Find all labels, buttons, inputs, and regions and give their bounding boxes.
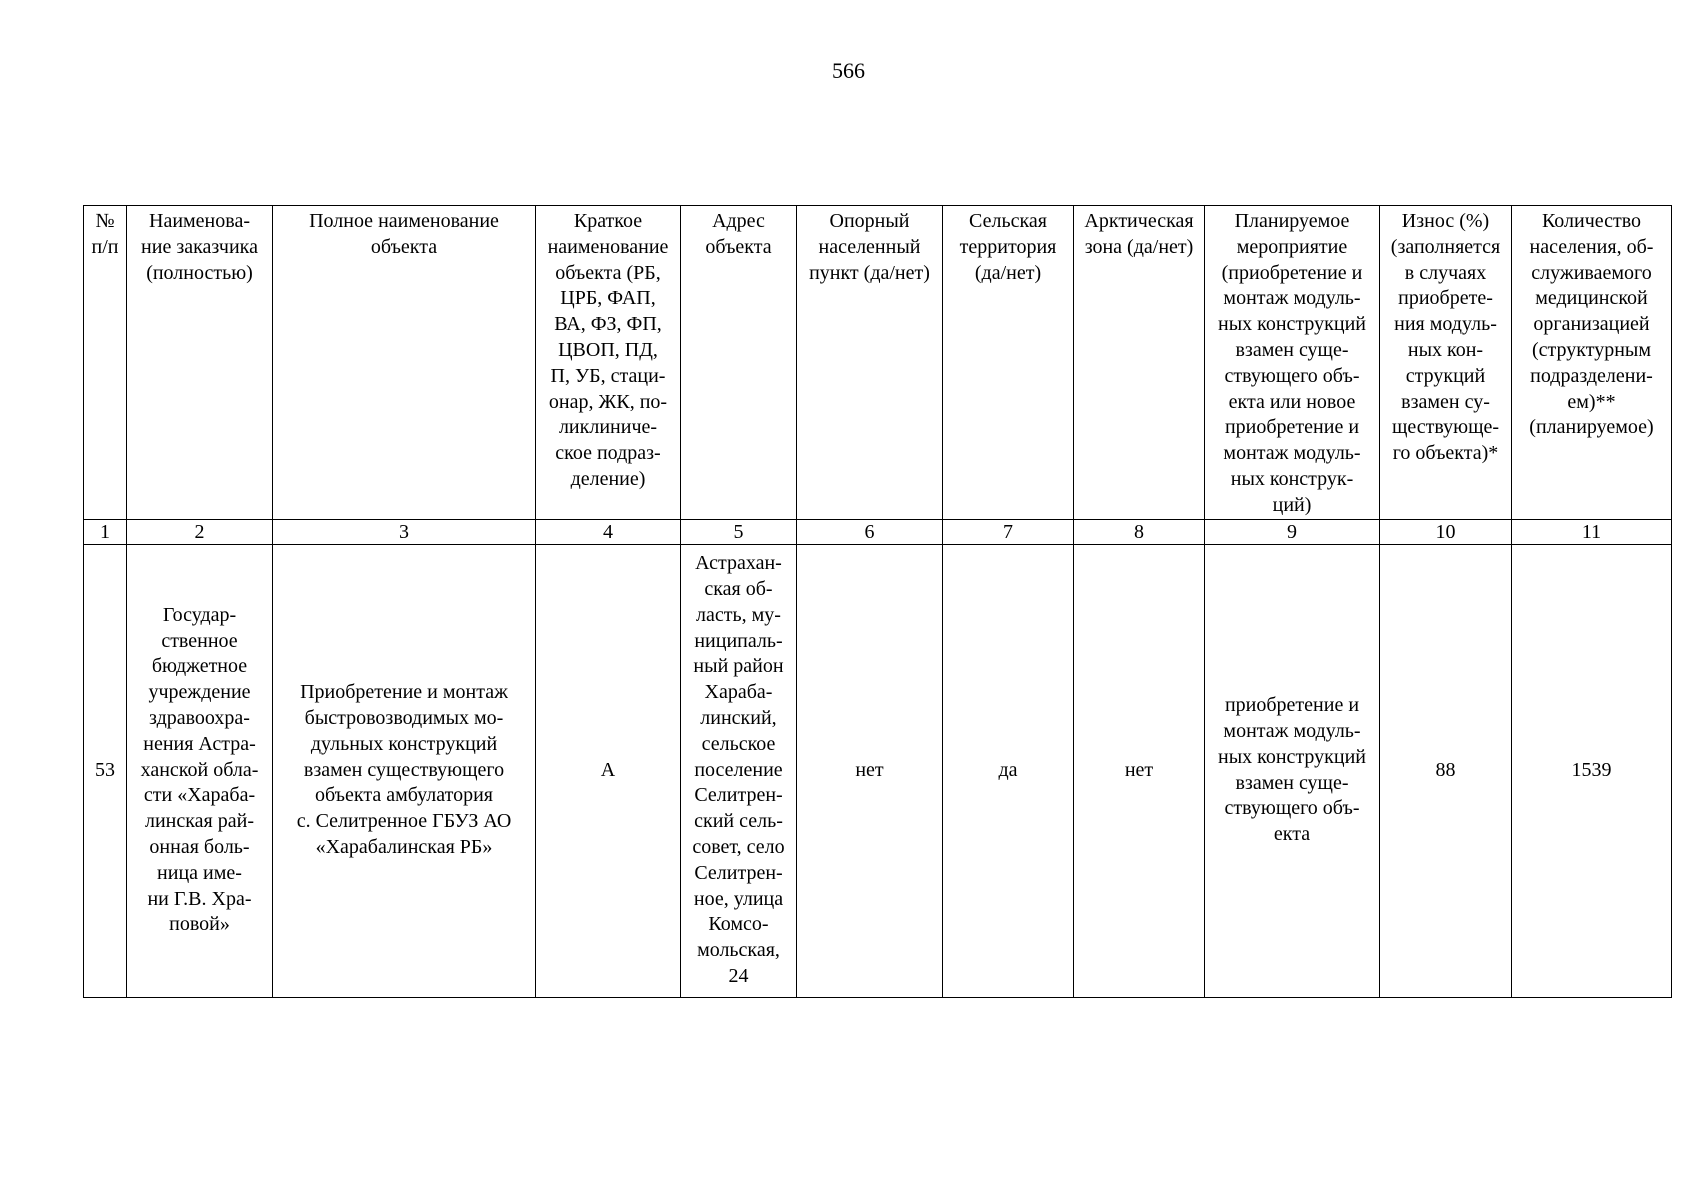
customer-name-cell: Государ- ственное бюджетное учреждение здравоохра- нения Астра- ханской обла- сти «Хараба- линская рай- онная боль- ница име- ни Г.В. Хра- повой» (127, 544, 273, 997)
facilities-table (83, 205, 1672, 998)
column-number-cell: 6 (797, 519, 943, 544)
column-number-cell: 10 (1380, 519, 1512, 544)
column-number-cell: 1 (84, 519, 127, 544)
column-number-cell: 3 (273, 519, 536, 544)
column-number-cell: 11 (1512, 519, 1672, 544)
column-number-cell: 8 (1074, 519, 1205, 544)
column-number-row (84, 519, 1672, 544)
object-address-cell: Астрахан- ская об- ласть, му- ниципаль- ный район Хараба- линский, сельское поселение Селитрен- ский сель- совет, село Селитрен- ное, улица Комсо- мольская, 24 (681, 544, 797, 997)
planned-measure-cell: приобретение и монтаж модуль- ных конструкций взамен суще- ствующего объ- екта (1205, 544, 1380, 997)
short-object-name-cell: А (536, 544, 681, 997)
header-cell-base-settlement: Опорный населенный пункт (да/нет) (797, 206, 943, 520)
header-cell-population-served: Количество населения, об- служиваемого медицинской организацией (структурным подразделени- ем)** (планируемое) (1512, 206, 1672, 520)
column-number-cell: 9 (1205, 519, 1380, 544)
full-object-name-cell: Приобретение и монтаж быстровозводимых мо- дульных конструкций взамен существующего объекта амбулатория с. Селитренное ГБУЗ АО «Харабалинская РБ» (273, 544, 536, 997)
column-number-cell: 4 (536, 519, 681, 544)
header-cell-number: № п/п (84, 206, 127, 520)
header-cell-object-address: Адрес объекта (681, 206, 797, 520)
row-number-cell: 53 (84, 544, 127, 997)
column-number-cell: 7 (943, 519, 1074, 544)
column-number-cell: 5 (681, 519, 797, 544)
wear-percent-cell: 88 (1380, 544, 1512, 997)
header-cell-arctic-zone: Арктическая зона (да/нет) (1074, 206, 1205, 520)
header-cell-customer-name: Наименова- ние заказчика (полностью) (127, 206, 273, 520)
page-number: 566 (832, 58, 865, 83)
header-cell-short-object-name: Краткое наименование объекта (РБ, ЦРБ, ФАП, ВА, ФЗ, ФП, ЦВОП, ПД, П, УБ, стаци- онар, ЖК, по- ликлиниче- ское подраз- деление) (536, 206, 681, 520)
table-row (84, 544, 1672, 997)
header-cell-planned-measure: Планируемое мероприятие (приобретение и монтаж модуль- ных конструкций взамен суще- ствующего объ- екта или новое приобретение и монтаж модуль- ных конструк- ций) (1205, 206, 1380, 520)
rural-territory-cell: да (943, 544, 1074, 997)
arctic-zone-cell: нет (1074, 544, 1205, 997)
table-header-row (84, 206, 1672, 520)
base-settlement-cell: нет (797, 544, 943, 997)
header-cell-full-object-name: Полное наименование объекта (273, 206, 536, 520)
header-cell-wear-percent: Износ (%) (заполняется в случаях приобрете- ния модуль- ных кон- струкций взамен су- ществующе- го объекта)* (1380, 206, 1512, 520)
column-number-cell: 2 (127, 519, 273, 544)
header-cell-rural-territory: Сельская территория (да/нет) (943, 206, 1074, 520)
population-served-cell: 1539 (1512, 544, 1672, 997)
